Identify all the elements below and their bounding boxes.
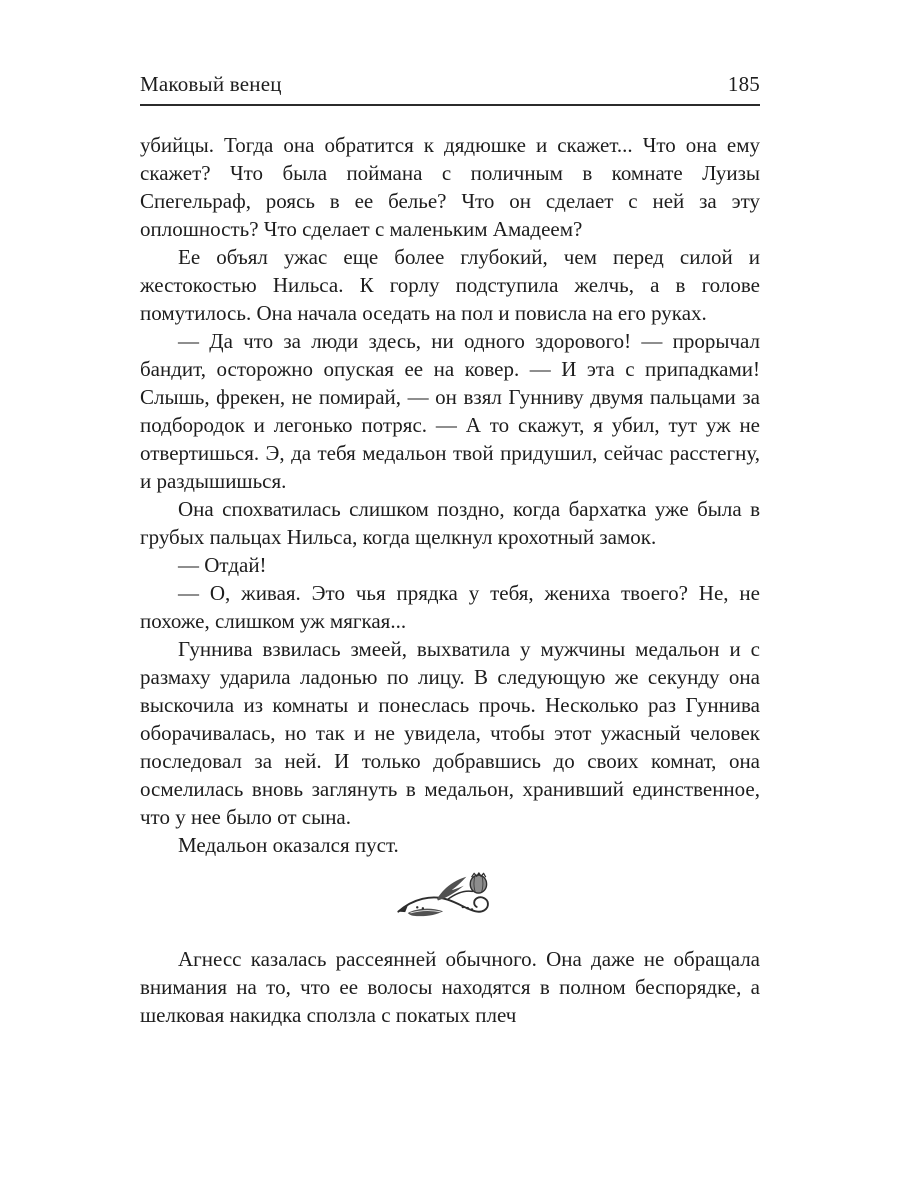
body-paragraph: Медальон оказался пуст. (178, 833, 399, 857)
section-divider (140, 859, 760, 945)
page-number: 185 (727, 72, 760, 96)
page-header (140, 72, 760, 106)
body-paragraph: Агнесс казалась рассеянней обычного. Она даже не обращала внимания на то, что ее волосы находятся в полном беспорядке, а шелковая накидка сползла с покатых плеч (140, 947, 760, 1027)
body-paragraph: — О, живая. Это чья прядка у тебя, жениха твоего? Не, не похоже, слишком уж мягкая... (140, 581, 760, 633)
body-paragraph: — Отдай! (178, 553, 267, 577)
body-paragraph: — Да что за люди здесь, ни одного здорового! — прорычал бандит, осторожно опуская ее на ковер. — И эта с припадками! Слышь, фрекен, не помирай, — он взял Гунниву двумя пальцами за подбородок и легонько потряс. — А то скажут, я убил, тут уж не отвертишься. Э, да тебя медальон твой придушил, сейчас расстегну, и раздышишься. (140, 329, 760, 493)
running-title: Маковый венец (140, 72, 282, 96)
body-paragraph: Гуннива взвилась змеей, выхватила у мужчины медальон и с размаху ударила ладонью по лицу. В следующую же секунду она выскочила из комнаты и понеслась прочь. Несколько раз Гуннива оборачивалась, но так и не увидела, чтобы этот ужасный человек последовал за ней. И только добравшись до своих комнат, она осмелилась вновь заглянуть в медальон, хранивший единственное, что у нее было от сына. (140, 637, 760, 829)
body-paragraph: Ее объял ужас еще более глубокий, чем перед силой и жестокостью Нильса. К горлу подступила желчь, а в голове помутилось. Она начала оседать на пол и повисла на его руках. (140, 245, 760, 325)
body-paragraph: Она спохватилась слишком поздно, когда бархатка уже была в грубых пальцах Нильса, когда щелкнул крохотный замок. (140, 497, 760, 549)
body-paragraph: убийцы. Тогда она обратится к дядюшке и скажет... Что она ему скажет? Что была поймана с поличным в комнате Луизы Спегельраф, роясь в ее белье? Что он сделает с ней за эту оплошность? Что сделает с маленьким Амадеем? (140, 133, 760, 241)
page-body (140, 131, 760, 1029)
poppy-flourish-icon (394, 872, 506, 922)
